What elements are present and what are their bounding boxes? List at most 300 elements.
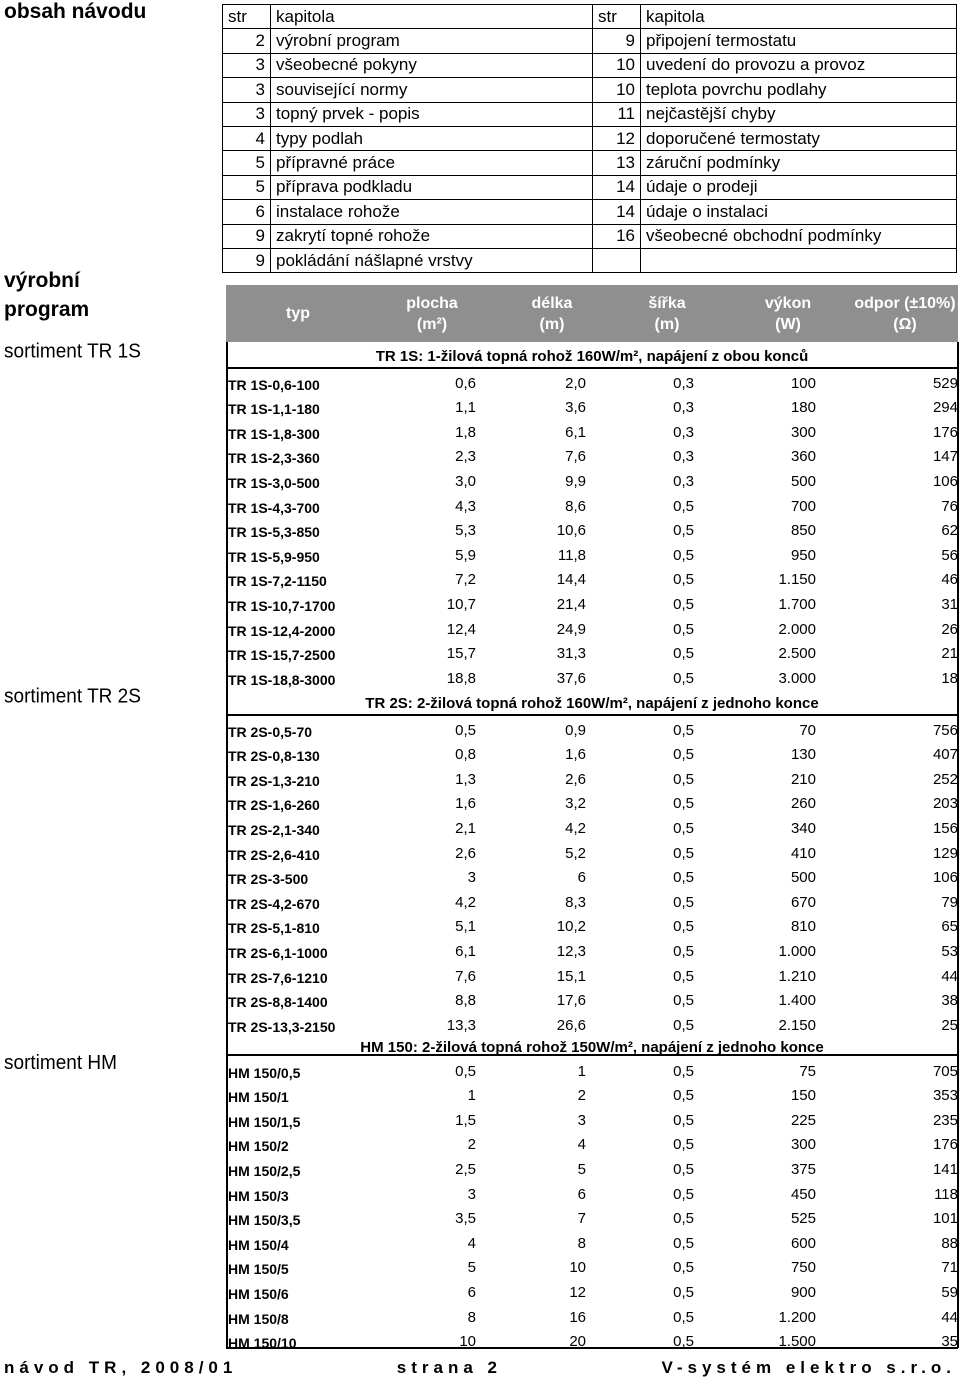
table-row — [228, 1158, 958, 1183]
cell-typ: HM 150/4 — [228, 1236, 289, 1253]
cell-delka: 21,4 — [556, 595, 586, 613]
table-row — [228, 1014, 958, 1039]
toc-chapter: záruční podmínky — [641, 151, 957, 175]
cell-vykon: 2.000 — [778, 620, 816, 638]
cell-typ: TR 1S-0,6-100 — [228, 376, 320, 393]
col-odpor-unit: (Ω) — [893, 315, 917, 333]
toc-row — [223, 151, 957, 175]
cell-sirka: 0,5 — [673, 669, 694, 687]
cell-vykon: 300 — [790, 1136, 816, 1154]
col-odpor — [852, 285, 958, 342]
cell-odpor: 26 — [941, 620, 958, 638]
table-row — [228, 1257, 958, 1282]
col-sirka — [610, 285, 724, 342]
cell-vykon: 1.400 — [778, 992, 816, 1010]
cell-typ: TR 2S-2,6-410 — [228, 846, 320, 863]
cell-odpor: 705 — [932, 1062, 958, 1080]
cell-sirka: 0,5 — [673, 721, 694, 739]
cell-plocha: 1,6 — [455, 795, 476, 813]
cell-plocha: 0,6 — [455, 374, 476, 392]
cell-delka: 10,6 — [556, 522, 586, 540]
cell-typ: HM 150/1,5 — [228, 1113, 301, 1130]
cell-delka: 5 — [577, 1160, 586, 1178]
cell-sirka: 0,5 — [673, 942, 694, 960]
col-vykon-unit: (W) — [775, 315, 801, 333]
toc-header-str: str — [593, 5, 641, 29]
cell-sirka: 0,5 — [673, 1210, 694, 1228]
table-row — [228, 421, 958, 446]
footer-manual: návod TR, 2008/01 — [4, 1358, 238, 1377]
toc-header-row — [223, 5, 957, 29]
cell-plocha: 4,3 — [455, 497, 476, 515]
cell-typ: TR 1S-4,3-700 — [228, 499, 320, 516]
col-plocha-unit: (m²) — [416, 315, 448, 333]
toc-page: 9 — [593, 29, 641, 53]
cell-odpor: 18 — [941, 669, 958, 687]
cell-plocha: 1 — [467, 1087, 476, 1105]
col-vykon — [724, 285, 852, 342]
cell-sirka: 0,5 — [673, 1016, 694, 1034]
table-row — [228, 1306, 958, 1331]
cell-vykon: 450 — [790, 1185, 816, 1203]
cell-plocha: 1,5 — [455, 1111, 476, 1129]
toc-row — [223, 126, 957, 150]
cell-sirka: 0,5 — [673, 1136, 694, 1154]
cell-delka: 2,6 — [565, 770, 586, 788]
cell-delka: 5,2 — [565, 844, 586, 862]
cell-vykon: 850 — [790, 522, 816, 540]
cell-plocha: 3 — [467, 869, 476, 887]
cell-odpor: 38 — [941, 992, 958, 1010]
table-row — [228, 793, 958, 818]
footer-page-number: strana 2 — [396, 1358, 502, 1377]
cell-sirka: 0,3 — [673, 448, 694, 466]
cell-sirka: 0,5 — [673, 522, 694, 540]
cell-delka: 2,0 — [565, 374, 586, 392]
toc-chapter: doporučené termostaty — [641, 126, 957, 150]
cell-delka: 37,6 — [556, 669, 586, 687]
cell-plocha: 2,3 — [455, 448, 476, 466]
cell-plocha: 13,3 — [446, 1016, 476, 1034]
cell-odpor: 118 — [934, 1185, 958, 1203]
col-typ — [226, 285, 370, 342]
sortiment-hm-label: sortiment HM — [4, 1052, 117, 1075]
cell-odpor: 106 — [932, 869, 958, 887]
cell-delka: 1,6 — [565, 746, 586, 764]
table-row — [228, 495, 958, 520]
cell-sirka: 0,5 — [673, 1185, 694, 1203]
toc-chapter: teplota povrchu podlahy — [641, 78, 957, 102]
toc-chapter: údaje o instalaci — [641, 200, 957, 224]
cell-plocha: 0,8 — [455, 746, 476, 764]
cell-plocha: 12,4 — [446, 620, 476, 638]
table-row — [228, 372, 958, 397]
table-row — [228, 719, 958, 744]
cell-plocha: 10 — [459, 1333, 476, 1351]
cell-odpor: 176 — [932, 1136, 958, 1154]
toc-table — [222, 4, 957, 273]
section-divider-tr1s — [226, 367, 958, 369]
cell-plocha: 3,5 — [455, 1210, 476, 1228]
cell-vykon: 500 — [790, 869, 816, 887]
cell-delka: 8,6 — [565, 497, 586, 515]
cell-typ: HM 150/2,5 — [228, 1162, 301, 1179]
cell-vykon: 1.150 — [778, 571, 816, 589]
toc-row — [223, 29, 957, 53]
table-row — [228, 1060, 958, 1085]
cell-typ: TR 1S-12,4-2000 — [228, 622, 336, 639]
toc-chapter: instalace rohože — [271, 200, 593, 224]
cell-odpor: 59 — [941, 1283, 958, 1301]
cell-typ: HM 150/10 — [228, 1335, 297, 1352]
cell-typ: TR 1S-5,3-850 — [228, 524, 320, 541]
cell-plocha: 0,5 — [455, 721, 476, 739]
cell-sirka: 0,5 — [673, 770, 694, 788]
table-header — [226, 285, 958, 342]
cell-delka: 12 — [569, 1283, 586, 1301]
table-row — [228, 618, 958, 643]
cell-sirka: 0,5 — [673, 1259, 694, 1277]
cell-odpor: 252 — [932, 770, 958, 788]
cell-vykon: 670 — [790, 893, 816, 911]
cell-vykon: 410 — [790, 844, 816, 862]
cell-typ: HM 150/0,5 — [228, 1064, 301, 1081]
cell-plocha: 8,8 — [455, 992, 476, 1010]
cell-odpor: 235 — [932, 1111, 958, 1129]
cell-odpor: 294 — [932, 399, 958, 417]
cell-delka: 0,9 — [565, 721, 586, 739]
cell-typ: HM 150/1 — [228, 1089, 289, 1106]
cell-vykon: 150 — [790, 1087, 816, 1105]
cell-odpor: 141 — [932, 1160, 958, 1178]
cell-vykon: 1.200 — [778, 1308, 816, 1326]
cell-typ: TR 2S-1,3-210 — [228, 772, 320, 789]
cell-sirka: 0,5 — [673, 1111, 694, 1129]
cell-plocha: 2 — [467, 1136, 476, 1154]
cell-odpor: 129 — [932, 844, 958, 862]
cell-typ: TR 2S-6,1-1000 — [228, 944, 328, 961]
cell-sirka: 0,5 — [673, 795, 694, 813]
cell-typ: HM 150/5 — [228, 1261, 289, 1278]
cell-plocha: 5,1 — [455, 918, 476, 936]
toc-chapter: pokládání nášlapné vrstvy — [271, 248, 593, 272]
cell-delka: 7 — [577, 1210, 586, 1228]
toc-page — [593, 248, 641, 272]
toc-page: 11 — [593, 102, 641, 126]
cell-typ: TR 1S-5,9-950 — [228, 548, 320, 565]
cell-typ: TR 1S-2,3-360 — [228, 450, 320, 467]
cell-delka: 10 — [569, 1259, 586, 1277]
toc-page: 16 — [593, 224, 641, 248]
cell-odpor: 25 — [941, 1016, 958, 1034]
table-row — [228, 1109, 958, 1134]
cell-sirka: 0,5 — [673, 1087, 694, 1105]
cell-vykon: 70 — [799, 721, 816, 739]
cell-odpor: 176 — [932, 423, 958, 441]
toc-page: 6 — [223, 200, 271, 224]
toc-chapter: nejčastější chyby — [641, 102, 957, 126]
cell-vykon: 2.150 — [778, 1016, 816, 1034]
program-heading — [4, 266, 89, 324]
col-odpor-label: odpor (±10%) — [854, 294, 956, 312]
cell-delka: 6 — [577, 1185, 586, 1203]
cell-typ: TR 1S-7,2-1150 — [228, 573, 327, 590]
cell-plocha: 5,3 — [455, 522, 476, 540]
cell-plocha: 3 — [467, 1185, 476, 1203]
cell-vykon: 950 — [790, 546, 816, 564]
cell-typ: TR 2S-0,8-130 — [228, 748, 320, 765]
cell-odpor: 106 — [932, 472, 958, 490]
cell-plocha: 1,1 — [455, 399, 476, 417]
cell-odpor: 101 — [932, 1210, 958, 1228]
table-row — [228, 470, 958, 495]
cell-delka: 31,3 — [556, 645, 586, 663]
cell-delka: 3,2 — [565, 795, 586, 813]
table-row — [228, 867, 958, 892]
section-title-tr1s: TR 1S: 1-žilová topná rohož 160W/m², napájení z obou konců — [375, 348, 809, 365]
cell-odpor: 44 — [941, 967, 958, 985]
cell-odpor: 31 — [941, 595, 958, 613]
table-row — [228, 446, 958, 471]
cell-sirka: 0,5 — [673, 1283, 694, 1301]
cell-odpor: 76 — [941, 497, 958, 515]
cell-sirka: 0,5 — [673, 497, 694, 515]
section-title-hm: HM 150: 2-žilová topná rohož 150W/m², napájení z jednoho konce — [360, 1039, 824, 1056]
cell-sirka: 0,5 — [673, 844, 694, 862]
cell-plocha: 2,6 — [455, 844, 476, 862]
cell-plocha: 7,2 — [455, 571, 476, 589]
program-heading-line1: výrobní — [4, 269, 80, 292]
toc-row — [223, 175, 957, 199]
toc-chapter: výrobní program — [271, 29, 593, 53]
cell-vykon: 75 — [799, 1062, 816, 1080]
cell-typ: TR 1S-10,7-1700 — [228, 597, 336, 614]
cell-delka: 6,1 — [565, 423, 586, 441]
cell-vykon: 340 — [790, 819, 816, 837]
cell-typ: TR 1S-1,8-300 — [228, 425, 320, 442]
cell-delka: 2 — [577, 1087, 586, 1105]
table-row — [228, 1085, 958, 1110]
cell-plocha: 10,7 — [446, 595, 476, 613]
toc-page: 9 — [223, 248, 271, 272]
toc-page: 12 — [593, 126, 641, 150]
toc-row — [223, 78, 957, 102]
footer-company: V-systém elektro s.r.o. — [661, 1358, 956, 1377]
toc-chapter: příprava podkladu — [271, 175, 593, 199]
table-row — [228, 940, 958, 965]
col-delka-unit: (m) — [539, 315, 565, 333]
cell-plocha: 2,5 — [455, 1160, 476, 1178]
cell-plocha: 4,2 — [455, 893, 476, 911]
cell-sirka: 0,5 — [673, 1234, 694, 1252]
toc-row — [223, 200, 957, 224]
cell-plocha: 0,5 — [455, 1062, 476, 1080]
cell-delka: 4 — [577, 1136, 586, 1154]
cell-plocha: 6 — [467, 1283, 476, 1301]
cell-typ: TR 2S-0,5-70 — [228, 723, 313, 740]
cell-delka: 15,1 — [556, 967, 586, 985]
cell-odpor: 46 — [941, 571, 958, 589]
cell-typ: TR 2S-13,3-2150 — [228, 1018, 336, 1035]
cell-delka: 3,6 — [565, 399, 586, 417]
toc-page: 9 — [223, 224, 271, 248]
cell-plocha: 8 — [467, 1308, 476, 1326]
table-row — [228, 643, 958, 668]
cell-typ: HM 150/8 — [228, 1310, 289, 1327]
cell-plocha: 3,0 — [455, 472, 476, 490]
cell-sirka: 0,3 — [673, 399, 694, 417]
cell-sirka: 0,5 — [673, 645, 694, 663]
cell-vykon: 2.500 — [778, 645, 816, 663]
cell-delka: 17,6 — [556, 992, 586, 1010]
table-row — [228, 1134, 958, 1159]
cell-plocha: 5 — [467, 1259, 476, 1277]
toc-row — [223, 53, 957, 77]
toc-page: 2 — [223, 29, 271, 53]
cell-odpor: 88 — [941, 1234, 958, 1252]
toc-page: 14 — [593, 200, 641, 224]
toc-page: 14 — [593, 175, 641, 199]
cell-delka: 26,6 — [556, 1016, 586, 1034]
cell-vykon: 100 — [790, 374, 816, 392]
cell-odpor: 35 — [941, 1333, 958, 1351]
cell-sirka: 0,5 — [673, 918, 694, 936]
cell-delka: 1 — [577, 1062, 586, 1080]
table-row — [228, 965, 958, 990]
table-row — [228, 1232, 958, 1257]
cell-odpor: 53 — [941, 942, 958, 960]
cell-typ: TR 2S-4,2-670 — [228, 895, 320, 912]
cell-vykon: 525 — [790, 1210, 816, 1228]
cell-plocha: 7,6 — [455, 967, 476, 985]
col-sirka-label: šířka — [648, 294, 686, 312]
toc-chapter: topný prvek - popis — [271, 102, 593, 126]
table-row — [228, 520, 958, 545]
cell-typ: TR 2S-1,6-260 — [228, 797, 320, 814]
cell-typ: TR 1S-15,7-2500 — [228, 647, 336, 664]
cell-odpor: 353 — [932, 1087, 958, 1105]
toc-page: 5 — [223, 151, 271, 175]
cell-vykon: 810 — [790, 918, 816, 936]
toc-row — [223, 102, 957, 126]
cell-typ: TR 2S-3-500 — [228, 871, 309, 888]
table-row — [228, 569, 958, 594]
toc-page: 10 — [593, 78, 641, 102]
cell-sirka: 0,5 — [673, 546, 694, 564]
cell-delka: 12,3 — [556, 942, 586, 960]
cell-typ: HM 150/3 — [228, 1187, 289, 1204]
cell-delka: 20 — [569, 1333, 586, 1351]
cell-vykon: 375 — [790, 1160, 816, 1178]
cell-vykon: 500 — [790, 472, 816, 490]
cell-typ: TR 2S-8,8-1400 — [228, 994, 328, 1011]
cell-vykon: 1.000 — [778, 942, 816, 960]
cell-plocha: 18,8 — [446, 669, 476, 687]
toc-chapter: zakrytí topné rohože — [271, 224, 593, 248]
table-row — [228, 1331, 958, 1356]
toc-title: obsah návodu — [4, 0, 147, 23]
toc-chapter: všeobecné obchodní podmínky — [641, 224, 957, 248]
cell-delka: 10,2 — [556, 918, 586, 936]
cell-vykon: 750 — [790, 1259, 816, 1277]
cell-sirka: 0,5 — [673, 967, 694, 985]
cell-vykon: 900 — [790, 1283, 816, 1301]
col-plocha-label: plocha — [406, 294, 458, 312]
toc-chapter: typy podlah — [271, 126, 593, 150]
program-heading-line2: program — [4, 298, 90, 321]
cell-odpor: 147 — [932, 448, 958, 466]
table-row — [228, 768, 958, 793]
cell-vykon: 1.500 — [778, 1333, 816, 1351]
cell-sirka: 0,3 — [673, 374, 694, 392]
toc-page: 3 — [223, 53, 271, 77]
toc-page: 5 — [223, 175, 271, 199]
table-row — [228, 1208, 958, 1233]
cell-sirka: 0,5 — [673, 595, 694, 613]
table-row — [228, 1281, 958, 1306]
cell-typ: TR 1S-1,1-180 — [228, 401, 320, 418]
cell-sirka: 0,5 — [673, 819, 694, 837]
cell-sirka: 0,5 — [673, 1308, 694, 1326]
toc-chapter: uvedení do provozu a provoz — [641, 53, 957, 77]
cell-vykon: 210 — [790, 770, 816, 788]
table-row — [228, 817, 958, 842]
cell-odpor: 156 — [932, 819, 958, 837]
cell-vykon: 260 — [790, 795, 816, 813]
cell-plocha: 2,1 — [455, 819, 476, 837]
cell-odpor: 62 — [941, 522, 958, 540]
toc-header-kapitola: kapitola — [641, 5, 957, 29]
cell-delka: 7,6 — [565, 448, 586, 466]
cell-delka: 9,9 — [565, 472, 586, 490]
cell-typ: HM 150/6 — [228, 1285, 289, 1302]
cell-sirka: 0,5 — [673, 1160, 694, 1178]
toc-header-kapitola: kapitola — [271, 5, 593, 29]
cell-typ: TR 2S-2,1-340 — [228, 821, 320, 838]
cell-odpor: 203 — [932, 795, 958, 813]
col-delka-label: délka — [531, 294, 573, 312]
cell-plocha: 15,7 — [446, 645, 476, 663]
table-row — [228, 544, 958, 569]
cell-odpor: 44 — [941, 1308, 958, 1326]
cell-plocha: 1,3 — [455, 770, 476, 788]
cell-vykon: 180 — [790, 399, 816, 417]
toc-chapter: přípravné práce — [271, 151, 593, 175]
table-row — [228, 1183, 958, 1208]
toc-chapter: údaje o prodeji — [641, 175, 957, 199]
table-row — [228, 891, 958, 916]
cell-typ: TR 1S-18,8-3000 — [228, 671, 336, 688]
cell-sirka: 0,5 — [673, 869, 694, 887]
toc-row — [223, 224, 957, 248]
toc-chapter: připojení termostatu — [641, 29, 957, 53]
table-row — [228, 667, 958, 692]
cell-vykon: 600 — [790, 1234, 816, 1252]
cell-sirka: 0,5 — [673, 746, 694, 764]
table-row — [228, 842, 958, 867]
cell-typ: TR 1S-3,0-500 — [228, 474, 320, 491]
table-row — [228, 744, 958, 769]
cell-delka: 8 — [577, 1234, 586, 1252]
toc-chapter: související normy — [271, 78, 593, 102]
cell-delka: 8,3 — [565, 893, 586, 911]
cell-typ: TR 2S-7,6-1210 — [228, 969, 328, 986]
cell-odpor: 529 — [932, 374, 958, 392]
col-typ-label: typ — [286, 305, 310, 322]
section-divider-tr2s — [226, 714, 958, 716]
cell-sirka: 0,5 — [673, 1333, 694, 1351]
cell-delka: 14,4 — [556, 571, 586, 589]
